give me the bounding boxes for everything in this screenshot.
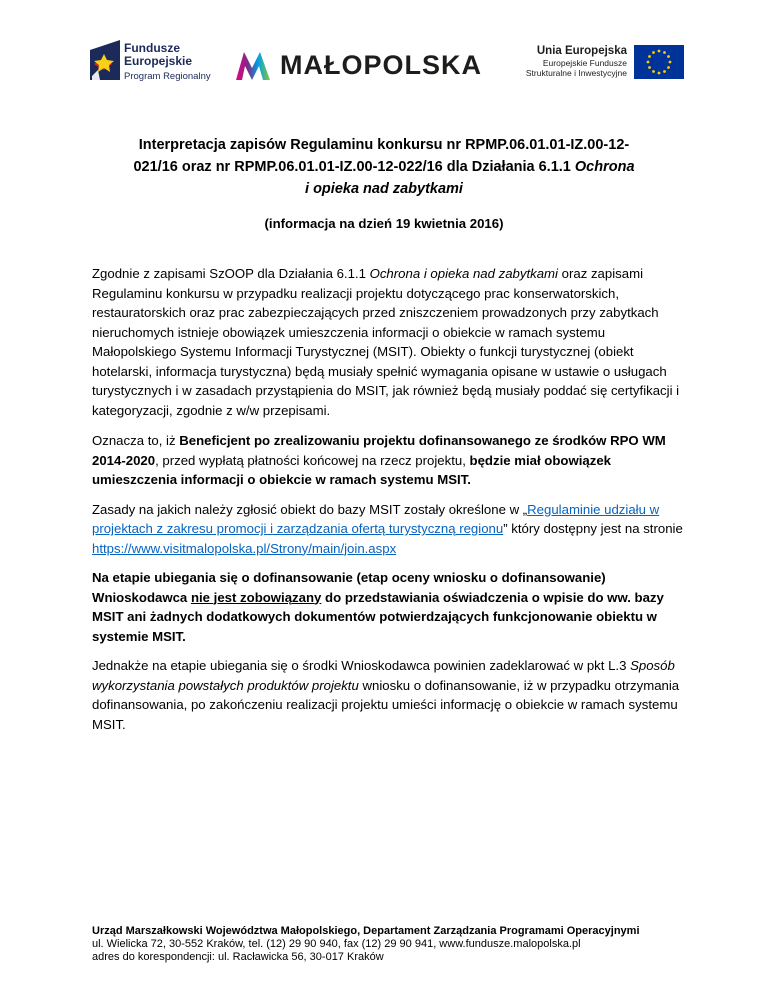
malopolska-wordmark: MAŁOPOLSKA bbox=[280, 50, 482, 80]
p5-text-c: wniosku o dofinansowanie, iż w przypadku otrzymania dofinansowania, po zakończeniu realizacji projektu umieści informację o obiekcie w ramach systemu MSIT. bbox=[92, 677, 680, 732]
footer-line3: adres do korespondencji: ul. Racławicka 56, 30-017 Kraków bbox=[92, 951, 384, 963]
title-line2: 021/16 oraz nr RPMP.06.01.01-IZ.00-12-022/16 dla Działania 6.1.1 bbox=[133, 159, 575, 175]
p3-text-b: ” który dostępny jest na stronie bbox=[503, 521, 683, 536]
title-line2-italic: Ochrona bbox=[574, 159, 635, 175]
paragraph-1 bbox=[92, 264, 686, 420]
p1-italic: Ochrona i opieka nad zabytkami bbox=[369, 266, 558, 281]
p5-text-a: Jednakże na etapie ubiegania się o środki Wnioskodawca powinien zadeklarować w pkt L.3 bbox=[92, 658, 631, 673]
fe-line3: Program Regionalny bbox=[124, 71, 211, 82]
document-body bbox=[92, 264, 686, 744]
malopolska-m-icon bbox=[234, 50, 274, 82]
p2-bold-b: Beneficjent po zrealizowaniu projektu dofinansowanego ze środków RPO WM 2014-2020 bbox=[92, 433, 666, 468]
fe-line2: Europejskie bbox=[124, 54, 193, 68]
p4-underline: nie jest zobowiązany bbox=[190, 589, 322, 605]
p4-text-a: Na etapie ubiegania się o dofinansowanie (etap oceny wniosku o dofinansowanie) Wnioskodawca bbox=[92, 570, 606, 605]
paragraph-2 bbox=[92, 431, 686, 490]
footer-line2: ul. Wielicka 72, 30-552 Kraków, tel. (12) 29 90 940, fax (12) 29 90 941, www.fundusze.malopolska.pl bbox=[92, 938, 581, 950]
fundusze-europejskie-logo bbox=[90, 40, 240, 86]
visitmalopolska-link[interactable]: https://www.visitmalopolska.pl/Strony/main/join.aspx bbox=[92, 540, 397, 556]
p3-text-a: Zasady na jakich należy zgłosić obiekt do bazy MSIT zostały określone w „ bbox=[92, 501, 528, 517]
regulamin-link[interactable]: Regulaminie udziału w projektach z zakresu promocji i zarządzania ofertą turystyczną regionu bbox=[92, 501, 660, 536]
fe-line1: Fundusze bbox=[124, 41, 180, 55]
title-line3: i opieka nad zabytkami bbox=[305, 181, 463, 197]
p2-bold-d: będzie miał obowiązek umieszczenia informacji o obiekcie w ramach systemu MSIT. bbox=[92, 452, 611, 487]
ue-line1: Unia Europejska bbox=[536, 45, 627, 57]
malopolska-logo bbox=[234, 46, 486, 90]
paragraph-5 bbox=[92, 656, 686, 734]
title-line1: Interpretacja zapisów Regulaminu konkursu nr RPMP.06.01.01-IZ.00-12- bbox=[138, 137, 630, 153]
p1-text-b: oraz zapisami Regulaminu konkursu w przypadku realizacji projektu dotyczącego prac konserwatorskich, restauratorskich oraz prac zabezpieczających przed zniszczeniem prowadzonych przy zabytkach nieruchomych istnieje obowiązek umieszczenia informacji o obiekcie w ramach systemu Małopolskiego Systemu Informacji Turystycznej (MSIT). Obiekty o funkcji turystycznej (obiekt hotelarski, informacja turystyczna) będą musiały spełnić wymagania opisane w ustawie o usługach turystycznych i w zasadach przystąpienia do MSIT, jak również będą musiały poddać się certyfikacji i kategoryzacji, zgodnie z w/w przepisami. bbox=[92, 266, 680, 418]
document-footer bbox=[92, 925, 712, 964]
eu-flag-icon bbox=[634, 45, 684, 79]
eu-logo bbox=[512, 44, 680, 88]
document-subtitle: (informacja na dzień 19 kwietnia 2016) bbox=[264, 216, 504, 231]
paragraph-3 bbox=[92, 500, 686, 559]
p2-text-c: , przed wypłatą płatności końcowej na rzecz projektu, bbox=[155, 452, 470, 468]
footer-line1: Urząd Marszałkowski Województwa Małopolskiego, Departament Zarządzania Programami Operacyjnymi bbox=[92, 925, 640, 937]
p4-text-c: do przedstawiania oświadczenia o wpisie do ww. bazy MSIT ani żadnych dodatkowych dokumentów potwierdzających funkcjonowanie obiektu w systemie MSIT. bbox=[92, 589, 664, 644]
fe-star-icon bbox=[90, 40, 120, 80]
p1-text-a: Zgodnie z zapisami SzOOP dla Działania 6.1.1 bbox=[92, 266, 370, 281]
p5-italic: Sposób wykorzystania powstałych produktów projektu bbox=[92, 658, 675, 693]
ue-line3: Strukturalne i Inwestycyjne bbox=[525, 68, 627, 78]
paragraph-4 bbox=[92, 568, 686, 646]
logo-bar bbox=[0, 0, 768, 110]
p2-text-a: Oznacza to, iż bbox=[92, 433, 180, 448]
document-title bbox=[96, 134, 672, 200]
ue-line2: Europejskie Fundusze bbox=[542, 58, 627, 68]
